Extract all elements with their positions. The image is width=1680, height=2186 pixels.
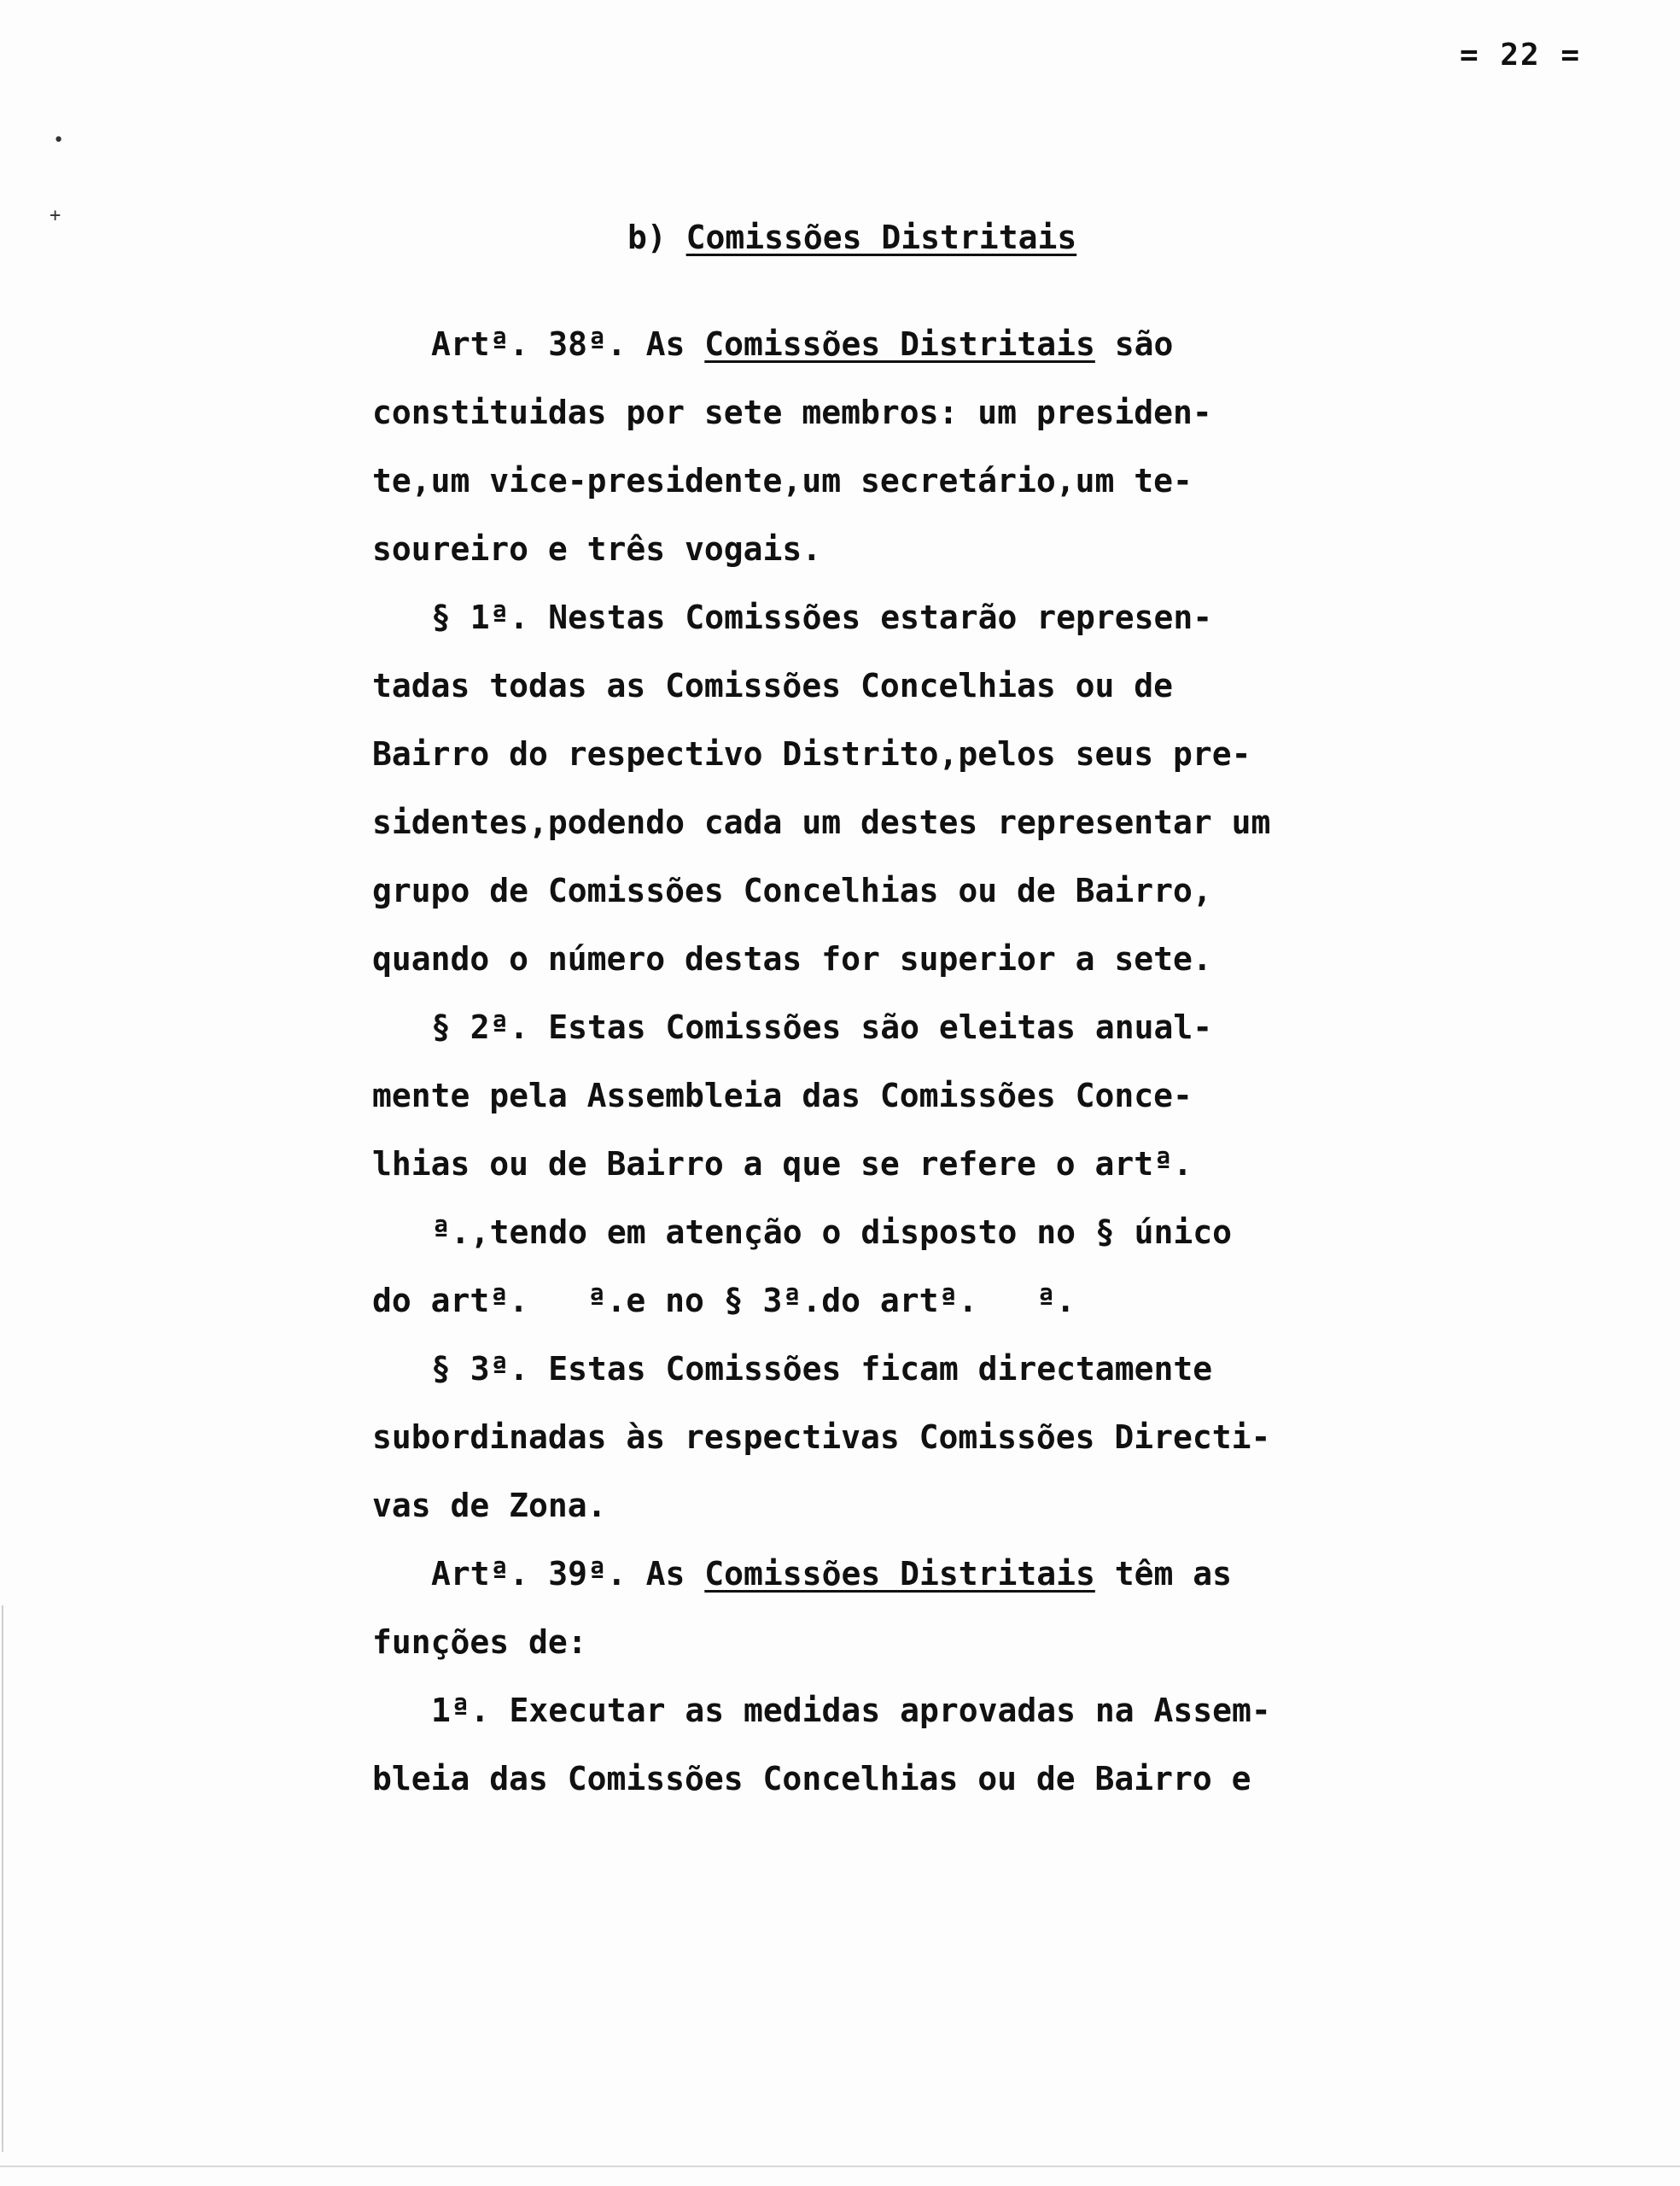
par3-line: § 3ª. Estas Comissões ficam directamente [431, 1350, 1213, 1388]
page-number: = 22 = [1460, 38, 1582, 73]
section-heading [627, 219, 1076, 256]
art38-first-line [431, 325, 1174, 363]
par1-line: quando o número destas for superior a sete. [372, 940, 1212, 978]
art38-line: soureiro e três vogais. [372, 530, 822, 568]
par1-line: Bairro do respectivo Distrito,pelos seus pre- [372, 735, 1251, 773]
par1-line: tadas todas as Comissões Concelhias ou de [372, 667, 1173, 704]
art39-after-title: têm as [1094, 1555, 1233, 1593]
section-heading-title: Comissões Distritais [685, 219, 1077, 256]
art39-first-line [431, 1555, 1233, 1593]
art38-label: Artª. 38ª. As [431, 325, 705, 363]
art39-title: Comissões Distritais [704, 1555, 1095, 1593]
par3-line: subordinadas às respectivas Comissões Directi- [372, 1418, 1271, 1456]
art38-after-title: são [1094, 325, 1174, 363]
art38-line: te,um vice-presidente,um secretário,um te- [372, 462, 1193, 500]
art39-label: Artª. 39ª. As [431, 1555, 705, 1593]
art38-title: Comissões Distritais [704, 325, 1095, 363]
par1-line: grupo de Comissões Concelhias ou de Bairro, [372, 872, 1212, 909]
section-heading-prefix: b) [627, 219, 686, 256]
par3-line: vas de Zona. [372, 1487, 607, 1524]
item1-line: bleia das Comissões Concelhias ou de Bairro e [372, 1760, 1251, 1797]
item1-line: 1ª. Executar as medidas aprovadas na Assem- [431, 1692, 1271, 1729]
par2-line: mente pela Assembleia das Comissões Conce- [372, 1077, 1193, 1114]
scan-edge-left [2, 1605, 3, 2152]
par2-line: ª.,tendo em atenção o disposto no § único [431, 1213, 1232, 1251]
par1-line: § 1ª. Nestas Comissões estarão represen- [431, 599, 1213, 636]
art38-line: constituidas por sete membros: um presiden- [372, 394, 1212, 431]
margin-cross: + [50, 205, 61, 226]
par2-line: lhias ou de Bairro a que se refere o artª. [372, 1145, 1193, 1183]
par2-line: § 2ª. Estas Comissões são eleitas anual- [431, 1008, 1213, 1046]
margin-dot: • [53, 130, 65, 151]
art39-line: funções de: [372, 1623, 587, 1661]
par2-line: do artª. ª.e no § 3ª.do artª. ª. [372, 1282, 1076, 1319]
scan-edge-bottom [0, 2166, 1680, 2167]
par1-line: sidentes,podendo cada um destes representar um [372, 804, 1271, 841]
